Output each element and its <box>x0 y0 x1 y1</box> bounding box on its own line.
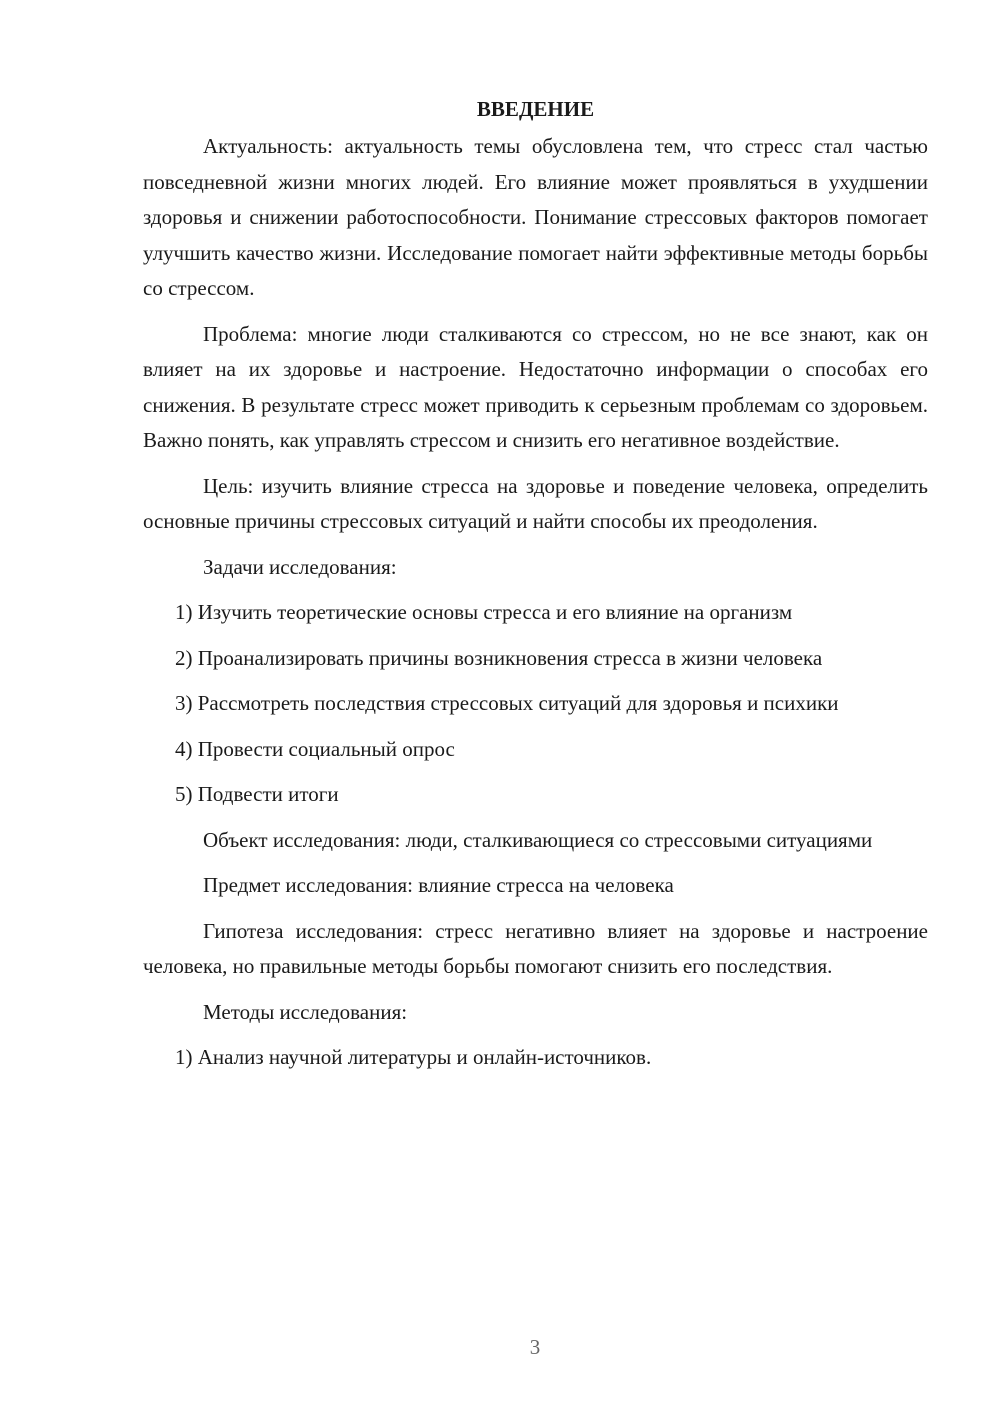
task-item: 4) Провести социальный опрос <box>175 736 455 761</box>
tasks-heading: Задачи исследования: <box>203 554 397 579</box>
problem-paragraph: Проблема: многие люди сталкиваются со стрессом, но не все знают, как он влияет на их здоровье и настроение. Недостаточно информации о способах его снижения. В результате стресс может приводить к серьезным проблемам со здоровьем. Важно понять, как управлять стрессом и снизить его негативное воздействие. <box>143 321 928 452</box>
hypothesis-paragraph: Гипотеза исследования: стресс негативно влияет на здоровье и настроение человека, но правильные методы борьбы помогают снизить его последствия. <box>143 918 928 978</box>
task-item: 1) Изучить теоретические основы стресса и его влияние на организм <box>175 600 793 624</box>
task-item: 5) Подвести итоги <box>175 782 339 806</box>
object-paragraph: Объект исследования: люди, сталкивающиеся со стрессовыми ситуациями <box>203 827 873 852</box>
page-title: ВВЕДЕНИЕ <box>476 97 595 121</box>
document-page <box>143 92 928 1086</box>
task-item: 3) Рассмотреть последствия стрессовых ситуаций для здоровья и психики <box>175 691 839 715</box>
subject-paragraph: Предмет исследования: влияние стресса на человека <box>203 873 674 897</box>
relevance-paragraph: Актуальность: актуальность темы обусловлена тем, что стресс стал частью повседневной жизни многих людей. Его влияние может проявляться в ухудшении здоровья и снижении работоспособности. Понимание стрессовых факторов помогает улучшить качество жизни. Исследование помогает найти эффективные методы борьбы со стрессом. <box>143 134 928 300</box>
task-item: 2) Проанализировать причины возникновения стресса в жизни человека <box>175 645 823 670</box>
page-number: 3 <box>529 1335 541 1359</box>
goal-paragraph: Цель: изучить влияние стресса на здоровье и поведение человека, определить основные причины стрессовых ситуаций и найти способы их преодоления. <box>143 473 928 533</box>
method-item: 1) Анализ научной литературы и онлайн-источников. <box>175 1045 652 1069</box>
methods-heading: Методы исследования: <box>203 999 408 1024</box>
